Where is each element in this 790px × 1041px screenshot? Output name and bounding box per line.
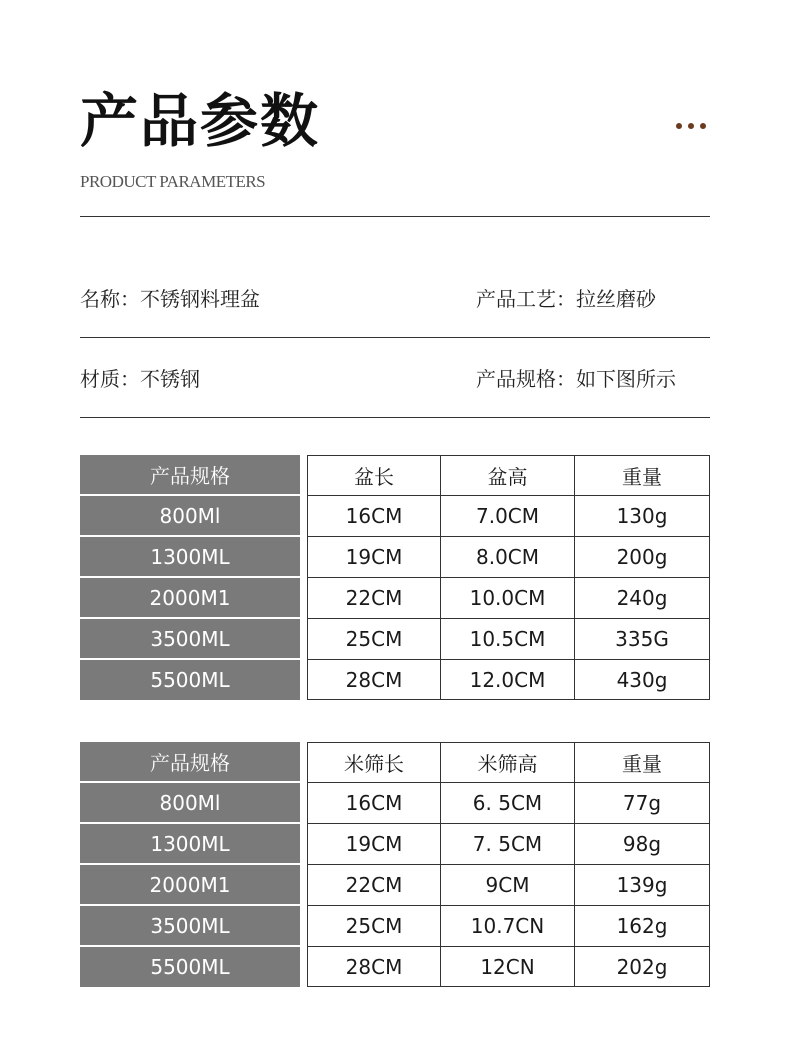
table-row bbox=[80, 537, 710, 578]
header-cell: 产品规格 bbox=[80, 742, 300, 783]
table-cell: 7. 5CM bbox=[441, 824, 575, 865]
table-row bbox=[80, 783, 710, 824]
product-spec: 产品规格：如下图所示 bbox=[476, 367, 676, 391]
table-cell: 16CM bbox=[307, 783, 441, 824]
table-row bbox=[80, 619, 710, 660]
table-cell: 240g bbox=[575, 578, 710, 619]
table-cell: 335G bbox=[575, 619, 710, 660]
divider bbox=[80, 337, 710, 338]
product-craft: 产品工艺：拉丝磨砂 bbox=[476, 287, 656, 311]
header-cell: 重量 bbox=[575, 455, 710, 496]
table-row bbox=[80, 578, 710, 619]
header-cell: 米筛高 bbox=[441, 742, 575, 783]
table-row bbox=[80, 824, 710, 865]
table-row bbox=[80, 947, 710, 987]
table-row bbox=[80, 906, 710, 947]
table-cell: 162g bbox=[575, 906, 710, 947]
spec-cell: 3500ML bbox=[80, 906, 300, 947]
table-cell: 25CM bbox=[307, 619, 441, 660]
basin-spec-table bbox=[80, 455, 710, 700]
table-row bbox=[80, 865, 710, 906]
product-name: 名称：不锈钢料理盆 bbox=[80, 287, 260, 311]
table-cell: 202g bbox=[575, 947, 710, 987]
table-cell: 28CM bbox=[307, 947, 441, 987]
spec-cell: 5500ML bbox=[80, 660, 300, 700]
table-cell: 12.0CM bbox=[441, 660, 575, 700]
header-cell: 盆高 bbox=[441, 455, 575, 496]
table-cell: 10.0CM bbox=[441, 578, 575, 619]
page-title: 产品参数 bbox=[80, 87, 321, 155]
table-cell: 139g bbox=[575, 865, 710, 906]
table-cell: 10.7CN bbox=[441, 906, 575, 947]
table-cell: 430g bbox=[575, 660, 710, 700]
table-header-row bbox=[80, 455, 710, 496]
more-dots-icon bbox=[676, 123, 706, 129]
table-cell: 22CM bbox=[307, 578, 441, 619]
table-cell: 19CM bbox=[307, 824, 441, 865]
header-cell: 重量 bbox=[575, 742, 710, 783]
header-cell: 盆长 bbox=[307, 455, 441, 496]
table-cell: 9CM bbox=[441, 865, 575, 906]
spec-cell: 800Ml bbox=[80, 783, 300, 824]
table-cell: 130g bbox=[575, 496, 710, 537]
table-cell: 16CM bbox=[307, 496, 441, 537]
spec-cell: 800Ml bbox=[80, 496, 300, 537]
table-cell: 10.5CM bbox=[441, 619, 575, 660]
divider bbox=[80, 417, 710, 418]
table-row bbox=[80, 660, 710, 700]
sieve-spec-table bbox=[80, 742, 710, 987]
spec-cell: 5500ML bbox=[80, 947, 300, 987]
table-cell: 19CM bbox=[307, 537, 441, 578]
spec-cell: 3500ML bbox=[80, 619, 300, 660]
page-subtitle: PRODUCT PARAMETERS bbox=[80, 172, 266, 191]
spec-cell: 2000M1 bbox=[80, 578, 300, 619]
header-cell: 产品规格 bbox=[80, 455, 300, 496]
product-material: 材质：不锈钢 bbox=[80, 367, 200, 391]
spec-cell: 1300ML bbox=[80, 537, 300, 578]
table-cell: 77g bbox=[575, 783, 710, 824]
table-cell: 28CM bbox=[307, 660, 441, 700]
table-row bbox=[80, 496, 710, 537]
table-cell: 6. 5CM bbox=[441, 783, 575, 824]
table-cell: 98g bbox=[575, 824, 710, 865]
spec-cell: 1300ML bbox=[80, 824, 300, 865]
divider bbox=[80, 216, 710, 217]
header-cell: 米筛长 bbox=[307, 742, 441, 783]
table-cell: 7.0CM bbox=[441, 496, 575, 537]
spec-cell: 2000M1 bbox=[80, 865, 300, 906]
table-header-row bbox=[80, 742, 710, 783]
table-cell: 12CN bbox=[441, 947, 575, 987]
table-cell: 200g bbox=[575, 537, 710, 578]
table-cell: 22CM bbox=[307, 865, 441, 906]
table-cell: 8.0CM bbox=[441, 537, 575, 578]
table-cell: 25CM bbox=[307, 906, 441, 947]
